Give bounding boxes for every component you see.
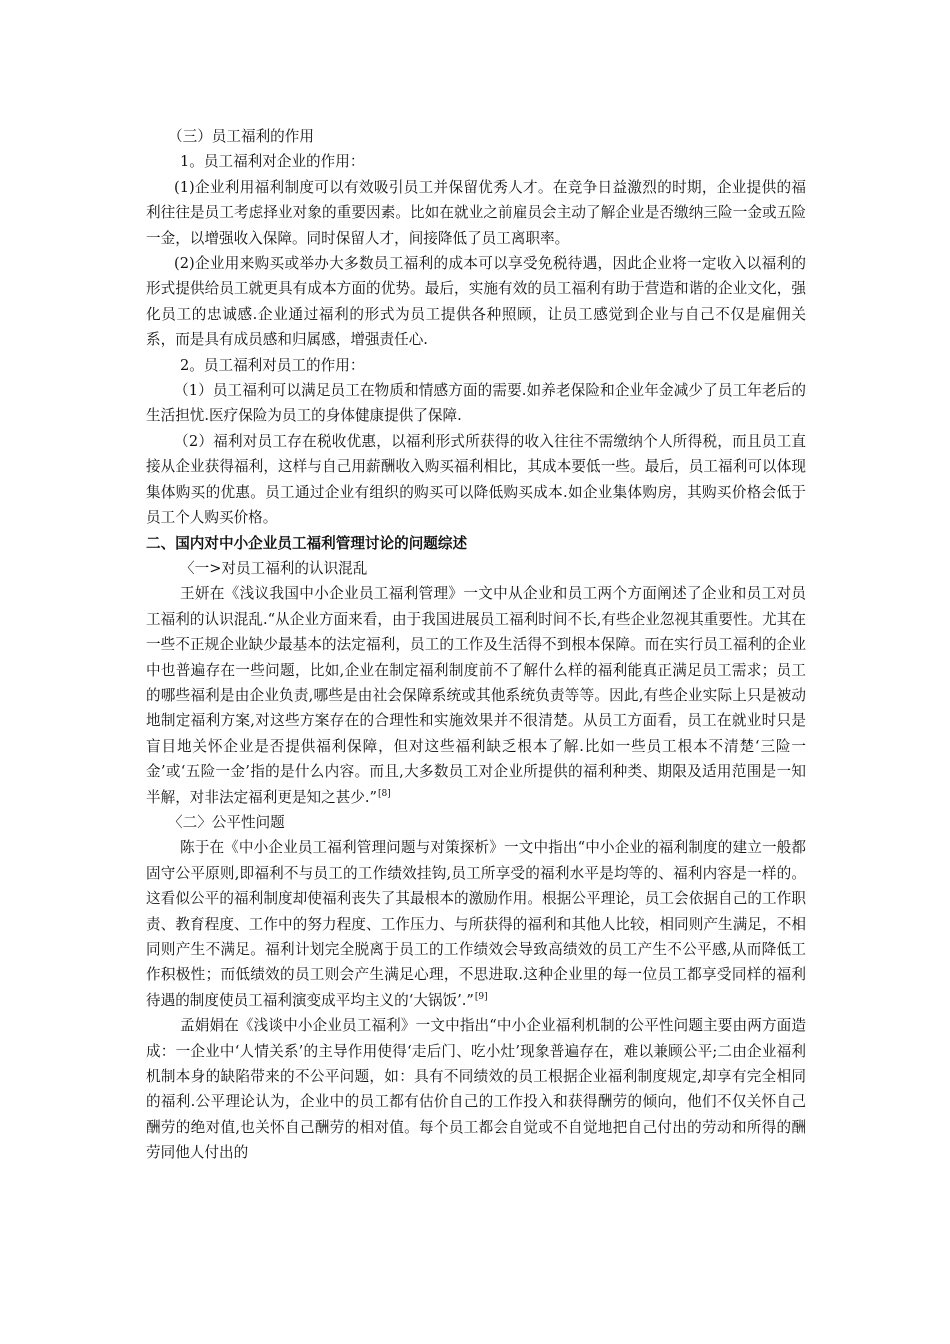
- citation-ref: [8]: [378, 788, 391, 799]
- paragraph: 孟娟娟在《浅谈中小企业员工福利》一文中指出“中小企业福利机制的公平性问题主要由两方面造成：一企业中‘人情关系’的主导作用使得‘走后门、吃小灶’现象普遍存在，难以兼顾公平;二由企业福利机制本身的缺陷带来的不公平问题，如：具有不同绩效的员工根据企业福利制度规定,却享有完全相同的福利.公平理论认为，企业中的员工都有估价自己的工作投入和获得酬劳的倾向，他们不仅关怀自己酬劳的绝对值,也关怀自己酬劳的相对值。每个员工都会自觉或不自觉地把自己付出的劳动和所得的酬劳同他人付出的: [146, 1017, 806, 1162]
- section-heading: （三）员工福利的作用: [168, 128, 314, 145]
- paragraph: （1）员工福利可以满足员工在物质和情感方面的需要.如养老保险和企业年金减少了员工年老后的生活担忧.医疗保险为员工的身体健康提供了保障.: [146, 382, 806, 425]
- paragraph: (1)企业利用福利制度可以有效吸引员工并保留优秀人才。在竞争日益激烈的时期，企业提供的福利往往是员工考虑择业对象的重要因素。比如在就业之前雇员会主动了解企业是否缴纳三险一金或五险一金，以增强收入保障。同时保留人才，间接降低了员工离职率。: [146, 178, 806, 247]
- citation-ref: [9]: [474, 991, 488, 1002]
- paragraph-text: 王妍在《浅议我国中小企业员工福利管理》一文中从企业和员工两个方面阐述了企业和员工对员工福利的认识混乱.“从企业方面来看，由于我国进展员工福利时间不长,有些企业忽视其重要性。尤其在一些不正规企业缺少最基本的法定福利，员工的工作及生活得不到根本保障。而在实行员工福利的企业中也普遍存在一些问题，比如,企业在制定福利制度前不了解什么样的福利能真正满足员工需求；员工的哪些福利是由企业负责,哪些是由社会保障系统或其他系统负责等等。因此,有些企业实际上只是被动地制定福利方案,对这些方案存在的合理性和实施效果并不很清楚。从员工方面看，员工在就业时只是盲目地关怀企业是否提供福利保障，但对这些福利缺乏根本了解.比如一些员工根本不清楚‘三险一金’或‘五险一金’指的是什么内容。而且,大多数员工对企业所提供的福利种类、期限及适用范围是一知半解，对非法定福利更是知之甚少.”: [146, 585, 806, 806]
- paragraph: [146, 581, 806, 810]
- section-heading: 〈二〉公平性问题: [168, 813, 285, 831]
- paragraph: [146, 835, 806, 1013]
- section-heading: 〈一>对员工福利的认识混乱: [180, 559, 368, 577]
- chapter-heading: 二、国内对中小企业员工福利管理讨论的问题综述: [146, 534, 468, 552]
- paragraph-text: 陈于在《中小企业员工福利管理问题与对策探析》一文中指出“中小企业的福利制度的建立一般都固守公平原则,即福利不与员工的工作绩效挂钩,员工所享受的福利水平是均等的、福利内容是一样的。这看似公平的福利制度却使福利丧失了其最根本的激励作用。根据公平理论，员工会依据自己的工作职责、教育程度、工作中的努力程度、工作压力、与所获得的福利和其他人比较，相同则产生满足，不相同则产生不满足。福利计划完全脱离于员工的工作绩效会导致高绩效的员工产生不公平感,从而降低工作积极性；而低绩效的员工则会产生满足心理，不思进取.这种企业里的每一位员工都享受同样的福利待遇的制度使员工福利演变成平均主义的‘大锅饭’.”: [146, 839, 806, 1009]
- subsection-heading: 1。员工福利对企业的作用：: [180, 153, 365, 171]
- paragraph: (2)企业用来购买或举办大多数员工福利的成本可以享受免税待遇，因此企业将一定收入以福利的形式提供给员工就更具有成本方面的优势。最后，实施有效的员工福利有助于营造和谐的企业文化，强化员工的忠诚感.企业通过福利的形式为员工提供各种照顾，让员工感觉到企业与自己不仅是雇佣关系，而是具有成员感和归属感，增强责任心.: [146, 255, 806, 349]
- document-body: [146, 124, 806, 1166]
- subsection-heading: 2。员工福利对员工的作用：: [180, 356, 365, 374]
- paragraph: （2）福利对员工存在税收优惠，以福利形式所获得的收入往往不需缴纳个人所得税，而且员工直接从企业获得福利，这样与自己用薪酬收入购买福利相比，其成本要低一些。最后，员工福利可以体现集体购买的优惠。员工通过企业有组织的购买可以降低购买成本.如企业集体购房，其购买价格会低于员工个人购买价格。: [146, 432, 806, 527]
